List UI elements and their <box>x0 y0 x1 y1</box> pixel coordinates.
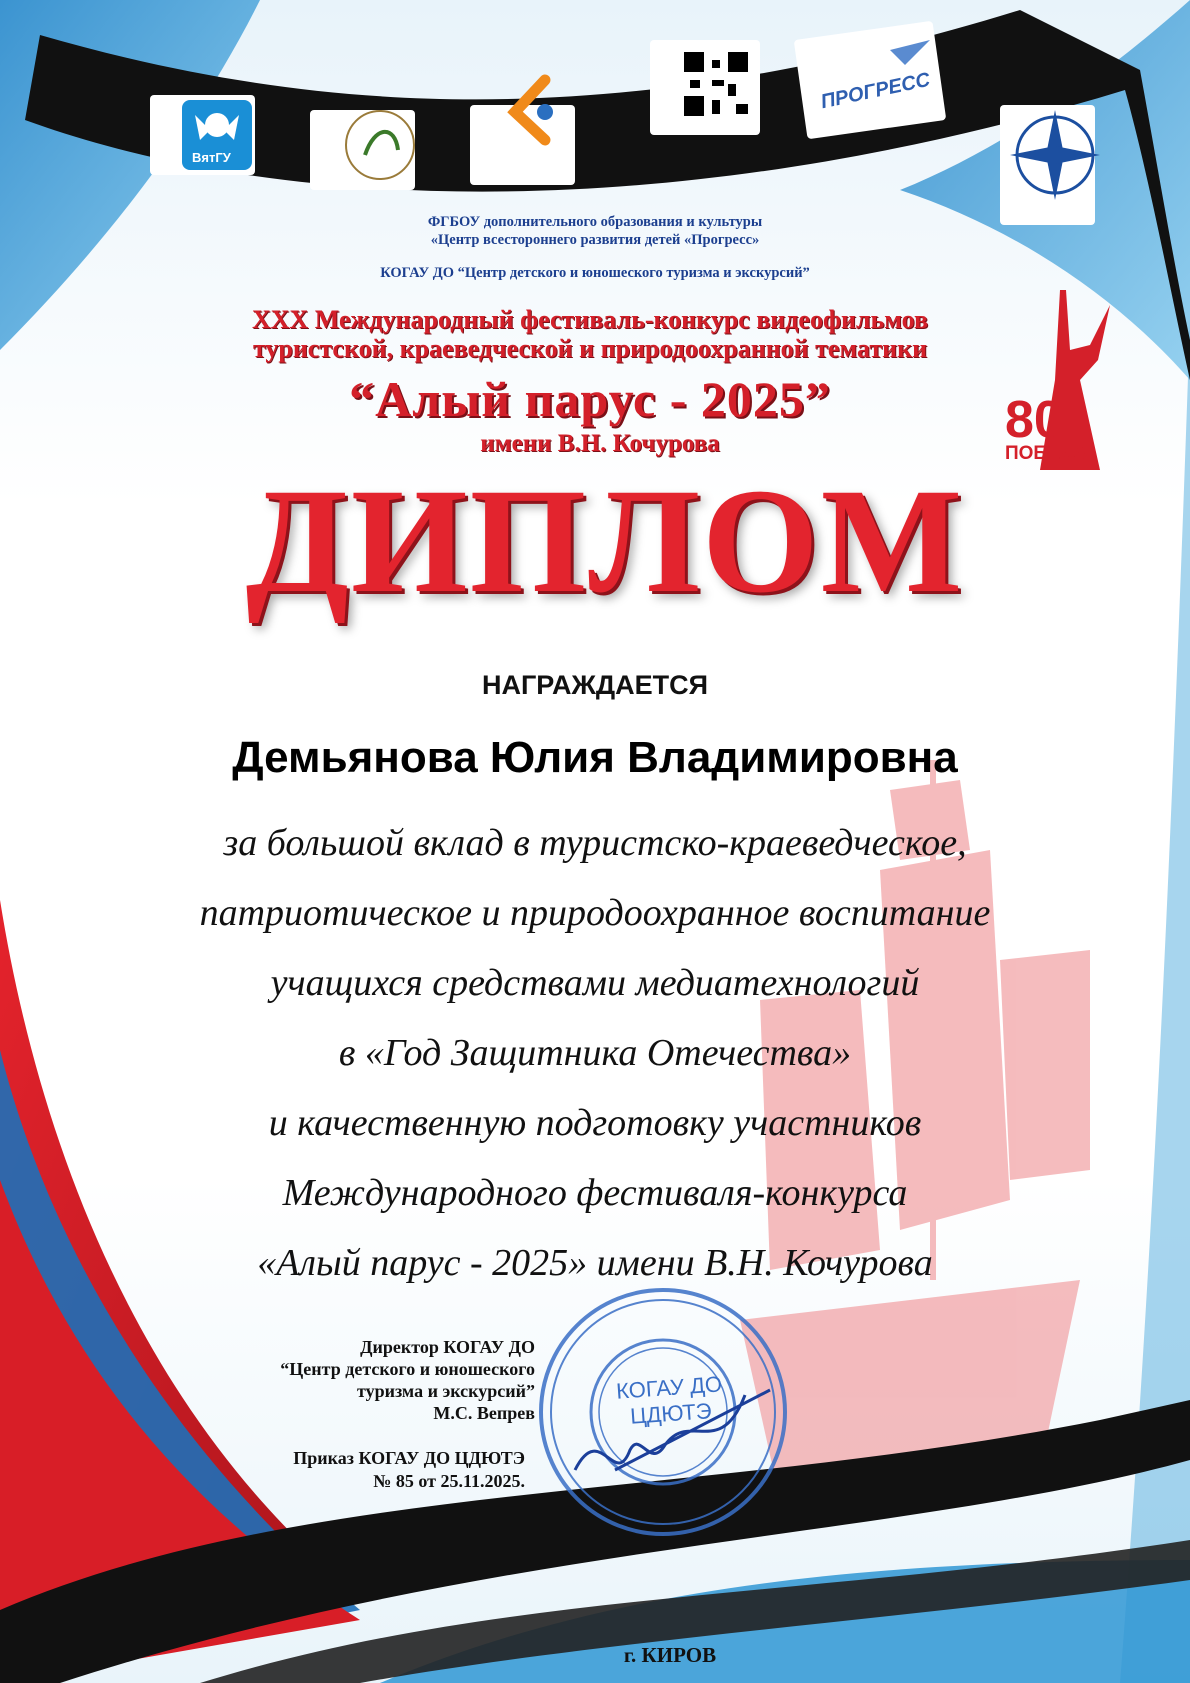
signatory-line: туризма и экскурсий” <box>356 1381 535 1401</box>
organizer-line-2: «Центр всестороннего развития детей «Прогресс» <box>430 232 760 248</box>
signatory-line: Директор КОГАУ ДО <box>360 1337 535 1357</box>
city-footer: г. КИРОВ <box>623 1643 717 1667</box>
festival-line-1: XXX Международный фестиваль-конкурс видеофильмов <box>251 305 929 334</box>
victory-80-number: 80 <box>1005 391 1063 449</box>
awarded-label: НАГРАЖДАЕТСЯ <box>482 670 708 700</box>
reason-line: учащихся средствами медиатехнологий <box>270 962 920 1004</box>
signatory-block <box>175 1336 535 1424</box>
qr-code-icon <box>680 48 752 120</box>
signatory-line: “Центр детского и юношеского <box>280 1359 535 1379</box>
stamp-center-text <box>608 1371 731 1431</box>
award-reason <box>120 808 1070 1298</box>
organizer-line-1: ФГБОУ дополнительного образования и культуры <box>427 214 763 230</box>
reason-line: и качественную подготовку участников <box>268 1102 922 1144</box>
stamp-line: КОГАУ ДО <box>615 1371 723 1404</box>
festival-title <box>150 305 1030 363</box>
reason-line: патриотическое и природоохранное воспитание <box>199 892 991 934</box>
festival-name: “Алый парус - 2025” <box>349 371 831 427</box>
reason-line: «Алый парус - 2025» имени В.Н. Кочурова <box>257 1242 933 1284</box>
progress-logo-label: ПРОГРЕСС <box>818 68 933 114</box>
order-line: № 85 от 25.11.2025. <box>373 1471 525 1491</box>
reason-line: за большой вклад в туристско-краеведческое, <box>223 822 967 864</box>
right-blue-band <box>1120 320 1190 1683</box>
journalists-union-logo-icon <box>346 111 414 179</box>
organizer-header <box>270 213 920 249</box>
recipient-name: Демьянова Юлия Владимировна <box>232 733 958 782</box>
reason-line: Международного фестиваля-конкурса <box>282 1172 908 1214</box>
organizer-line-3: КОГАУ ДО “Центр детского и юношеского туризма и экскурсий” <box>380 265 810 281</box>
order-reference <box>175 1447 525 1493</box>
diploma-title: ДИПЛОМ <box>245 458 965 624</box>
vyatgu-logo-label: ВятГУ <box>192 150 231 165</box>
festival-named-after: имени В.Н. Кочурова <box>480 430 720 457</box>
reason-line: в «Год Защитника Отечества» <box>338 1032 852 1074</box>
signatory-line: М.С. Вепрев <box>433 1403 535 1423</box>
stamp-line: ЦДЮТЭ <box>629 1398 713 1429</box>
victory-word: ПОБЕДА! <box>1005 443 1094 464</box>
order-line: Приказ КОГАУ ДО ЦДЮТЭ <box>293 1448 525 1468</box>
festival-line-2: туристской, краеведческой и природоохранной тематики <box>252 334 928 363</box>
